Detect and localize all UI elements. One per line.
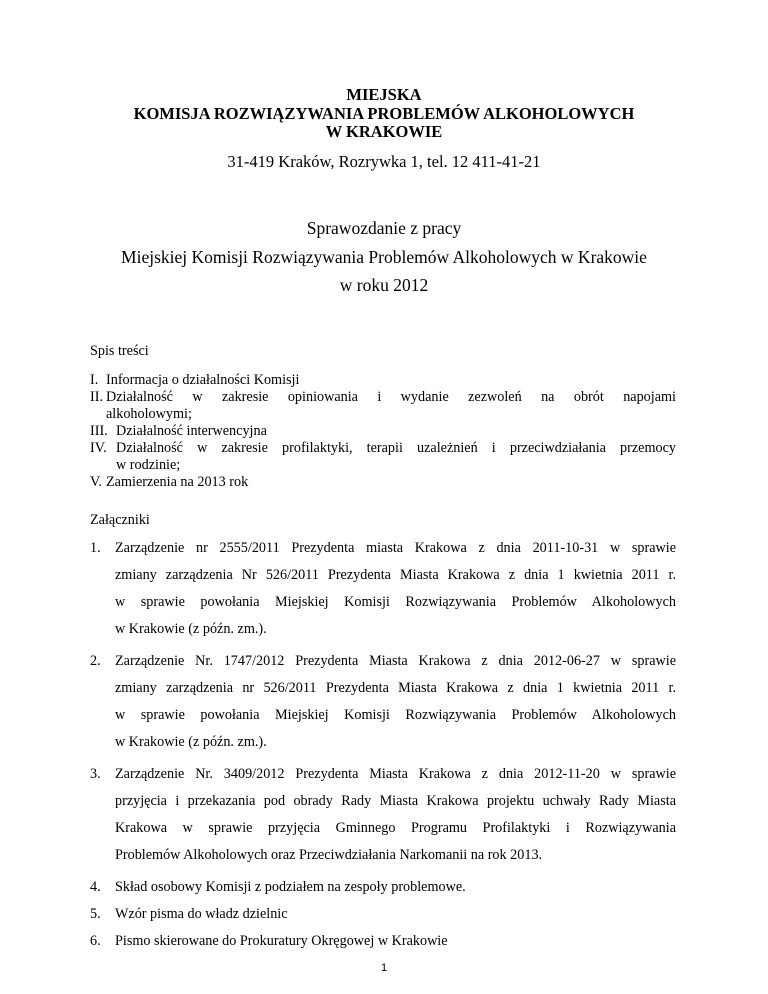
toc-item-number: III. xyxy=(90,423,108,439)
page-number: 1 xyxy=(380,962,388,974)
toc-item-number: II. xyxy=(90,389,103,405)
toc-item-text: Zamierzenia na 2013 rok xyxy=(106,474,249,490)
attachment-number: 6. xyxy=(90,933,101,949)
attachment-text: Pismo skierowane do Prokuratury Okręgowej w Krakowie xyxy=(115,933,448,949)
attachment-number: 5. xyxy=(90,906,101,922)
attachment-text: Zarządzenie Nr. 3409/2012 Prezydenta Miasta Krakowa z dnia 2012-11-20 w sprawie xyxy=(115,766,676,782)
toc-item-text: Działalność w zakresie opiniowania i wydanie zezwoleń na obrót napojami xyxy=(106,389,676,405)
toc-item-number: V. xyxy=(90,474,102,490)
attachment-number: 4. xyxy=(90,879,101,895)
toc-item-text: alkoholowymi; xyxy=(106,406,192,422)
toc-item-number: IV. xyxy=(90,440,107,456)
org-name-line1: MIEJSKA xyxy=(346,85,422,104)
toc-item-text: Działalność interwencyjna xyxy=(116,423,267,439)
attachment-text: w Krakowie (z późn. zm.). xyxy=(115,734,267,750)
toc-item-text: Informacja o działalności Komisji xyxy=(106,372,300,388)
toc-item-text: Działalność w zakresie profilaktyki, terapii uzależnień i przeciwdziałania przemocy xyxy=(116,440,676,456)
report-title-line2: Miejskiej Komisji Rozwiązywania Problemów Alkoholowych w Krakowie xyxy=(121,247,647,267)
attachment-text: Skład osobowy Komisji z podziałem na zespoły problemowe. xyxy=(115,879,466,895)
attachment-number: 2. xyxy=(90,653,101,669)
report-title-line1: Sprawozdanie z pracy xyxy=(306,218,462,238)
report-title-line3: w roku 2012 xyxy=(339,275,429,295)
attachment-number: 3. xyxy=(90,766,101,782)
attachment-text: Krakowa w sprawie przyjęcia Gminnego Programu Profilaktyki i Rozwiązywania xyxy=(115,820,676,836)
attachment-text: w sprawie powołania Miejskiej Komisji Rozwiązywania Problemów Alkoholowych xyxy=(115,594,676,610)
attachment-text: w Krakowie (z późn. zm.). xyxy=(115,621,267,637)
attachment-text: zmiany zarządzenia nr 526/2011 Prezydenta Miasta Krakowa z dnia 1 kwietnia 2011 r. xyxy=(115,680,676,696)
toc-heading: Spis treści xyxy=(90,343,149,359)
attachment-text: zmiany zarządzenia Nr 526/2011 Prezydenta Miasta Krakowa z dnia 1 kwietnia 2011 r. xyxy=(115,567,676,583)
attachment-text: Zarządzenie Nr. 1747/2012 Prezydenta Miasta Krakowa z dnia 2012-06-27 w sprawie xyxy=(115,653,676,669)
attachment-text: Problemów Alkoholowych oraz Przeciwdziałania Narkomanii na rok 2013. xyxy=(115,847,543,863)
attachment-number: 1. xyxy=(90,540,101,556)
org-address: 31-419 Kraków, Rozrywka 1, tel. 12 411-41-21 xyxy=(227,152,541,171)
attachment-text: Zarządzenie nr 2555/2011 Prezydenta miasta Krakowa z dnia 2011-10-31 w sprawie xyxy=(115,540,676,556)
attachment-text: przyjęcia i przekazania pod obrady Rady Miasta Krakowa projektu uchwały Rady Miasta xyxy=(115,793,676,809)
attachment-text: Wzór pisma do władz dzielnic xyxy=(115,906,288,922)
toc-item-text: w rodzinie; xyxy=(116,457,181,473)
toc-item-number: I. xyxy=(90,372,99,388)
attachments-heading: Załączniki xyxy=(90,512,150,528)
org-name-line3: W KRAKOWIE xyxy=(325,122,443,141)
org-name-line2: KOMISJA ROZWIĄZYWANIA PROBLEMÓW ALKOHOLOWYCH xyxy=(133,104,635,123)
attachment-text: w sprawie powołania Miejskiej Komisji Rozwiązywania Problemów Alkoholowych xyxy=(115,707,676,723)
